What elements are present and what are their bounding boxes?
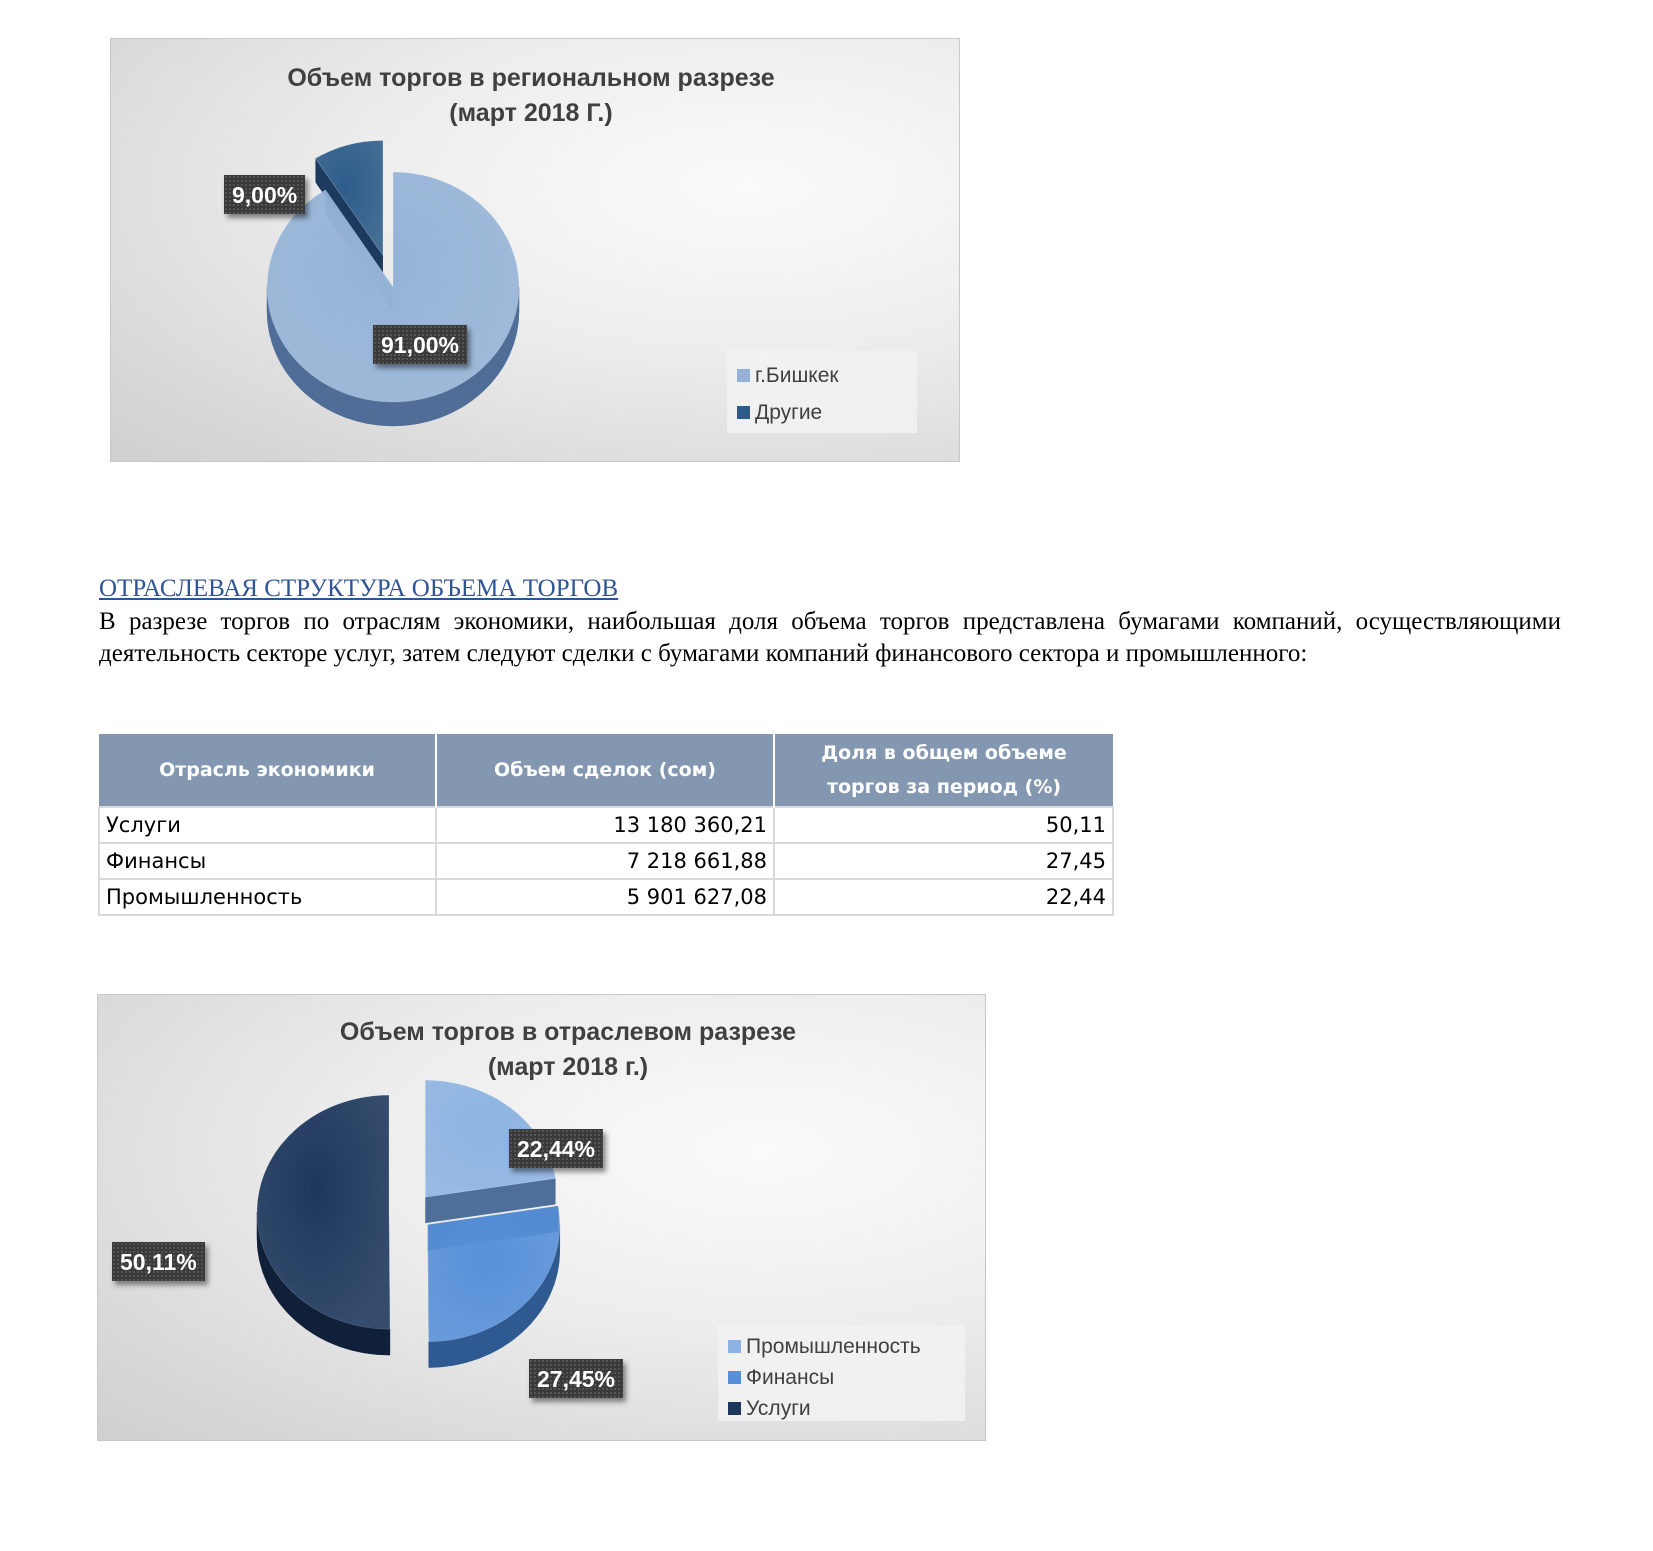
cell-volume: 5 901 627,08 <box>436 879 774 915</box>
sector-pie-chart <box>97 994 986 1441</box>
legend-swatch-services <box>728 1402 741 1415</box>
sector-chart-legend <box>718 1325 965 1421</box>
legend-label-finance: Финансы <box>746 1365 835 1389</box>
data-label-finance: 27,45% <box>529 1359 623 1398</box>
legend-label-bishkek: г.Бишкек <box>755 363 839 387</box>
cell-volume: 13 180 360,21 <box>436 807 774 843</box>
table-row <box>99 843 1113 879</box>
cell-share: 27,45 <box>774 843 1113 879</box>
legend-item-bishkek <box>737 357 907 394</box>
data-label-other: 9,00% <box>224 175 305 214</box>
pie-slice-финансы <box>428 1206 560 1342</box>
sector-chart-title-line: Объем торгов в отраслевом разрезе <box>339 1018 797 1046</box>
cell-share: 50,11 <box>774 807 1113 843</box>
section-title: ОТРАСЛЕВАЯ СТРУКТУРА ОБЪЕМА ТОРГОВ <box>99 575 619 602</box>
cell-sector: Финансы <box>99 843 436 879</box>
sector-table-wrap <box>98 734 1114 916</box>
table-row <box>99 807 1113 843</box>
cell-sector: Промышленность <box>99 879 436 915</box>
regional-chart-title <box>111 61 951 131</box>
table-header-row <box>99 734 1113 807</box>
data-label-services: 50,11% <box>112 1242 205 1281</box>
header-volume: Объем сделок (сом) <box>436 734 774 807</box>
table-row <box>99 879 1113 915</box>
legend-item-industry <box>728 1331 955 1362</box>
section-paragraph: В разрезе торгов по отраслям экономики, наибольшая доля объема торгов представлена бумагами компаний, осуществляющими деятельность секторе услуг, затем следуют сделки с бумагами компаний финансового сектора и промышленного: <box>99 608 1561 667</box>
legend-swatch-industry <box>728 1340 741 1353</box>
regional-chart-subtitle: (март 2018 Г.) <box>449 99 613 127</box>
legend-swatch-finance <box>728 1371 741 1384</box>
legend-swatch-other <box>737 406 750 419</box>
cell-sector: Услуги <box>99 807 436 843</box>
regional-pie-chart <box>110 38 960 462</box>
legend-item-other <box>737 394 907 431</box>
legend-swatch-bishkek <box>737 369 750 382</box>
legend-label-industry: Промышленность <box>746 1334 921 1358</box>
legend-item-finance <box>728 1362 955 1393</box>
cell-volume: 7 218 661,88 <box>436 843 774 879</box>
legend-label-services: Услуги <box>746 1396 811 1420</box>
sector-chart-subtitle: (март 2018 г.) <box>487 1053 649 1081</box>
regional-chart-legend <box>727 351 917 433</box>
header-share: Доля в общем объеме торгов за период (%) <box>774 734 1113 807</box>
sector-chart-title <box>98 1015 986 1085</box>
cell-share: 22,44 <box>774 879 1113 915</box>
legend-label-other: Другие <box>755 400 823 424</box>
sector-table <box>98 734 1114 916</box>
legend-item-services <box>728 1393 955 1424</box>
regional-chart-title-line: Объем торгов в региональном разрезе <box>287 64 775 92</box>
header-sector: Отрасль экономики <box>99 734 436 807</box>
data-label-industry: 22,44% <box>509 1129 603 1168</box>
data-label-bishkek: 91,00% <box>373 325 467 364</box>
